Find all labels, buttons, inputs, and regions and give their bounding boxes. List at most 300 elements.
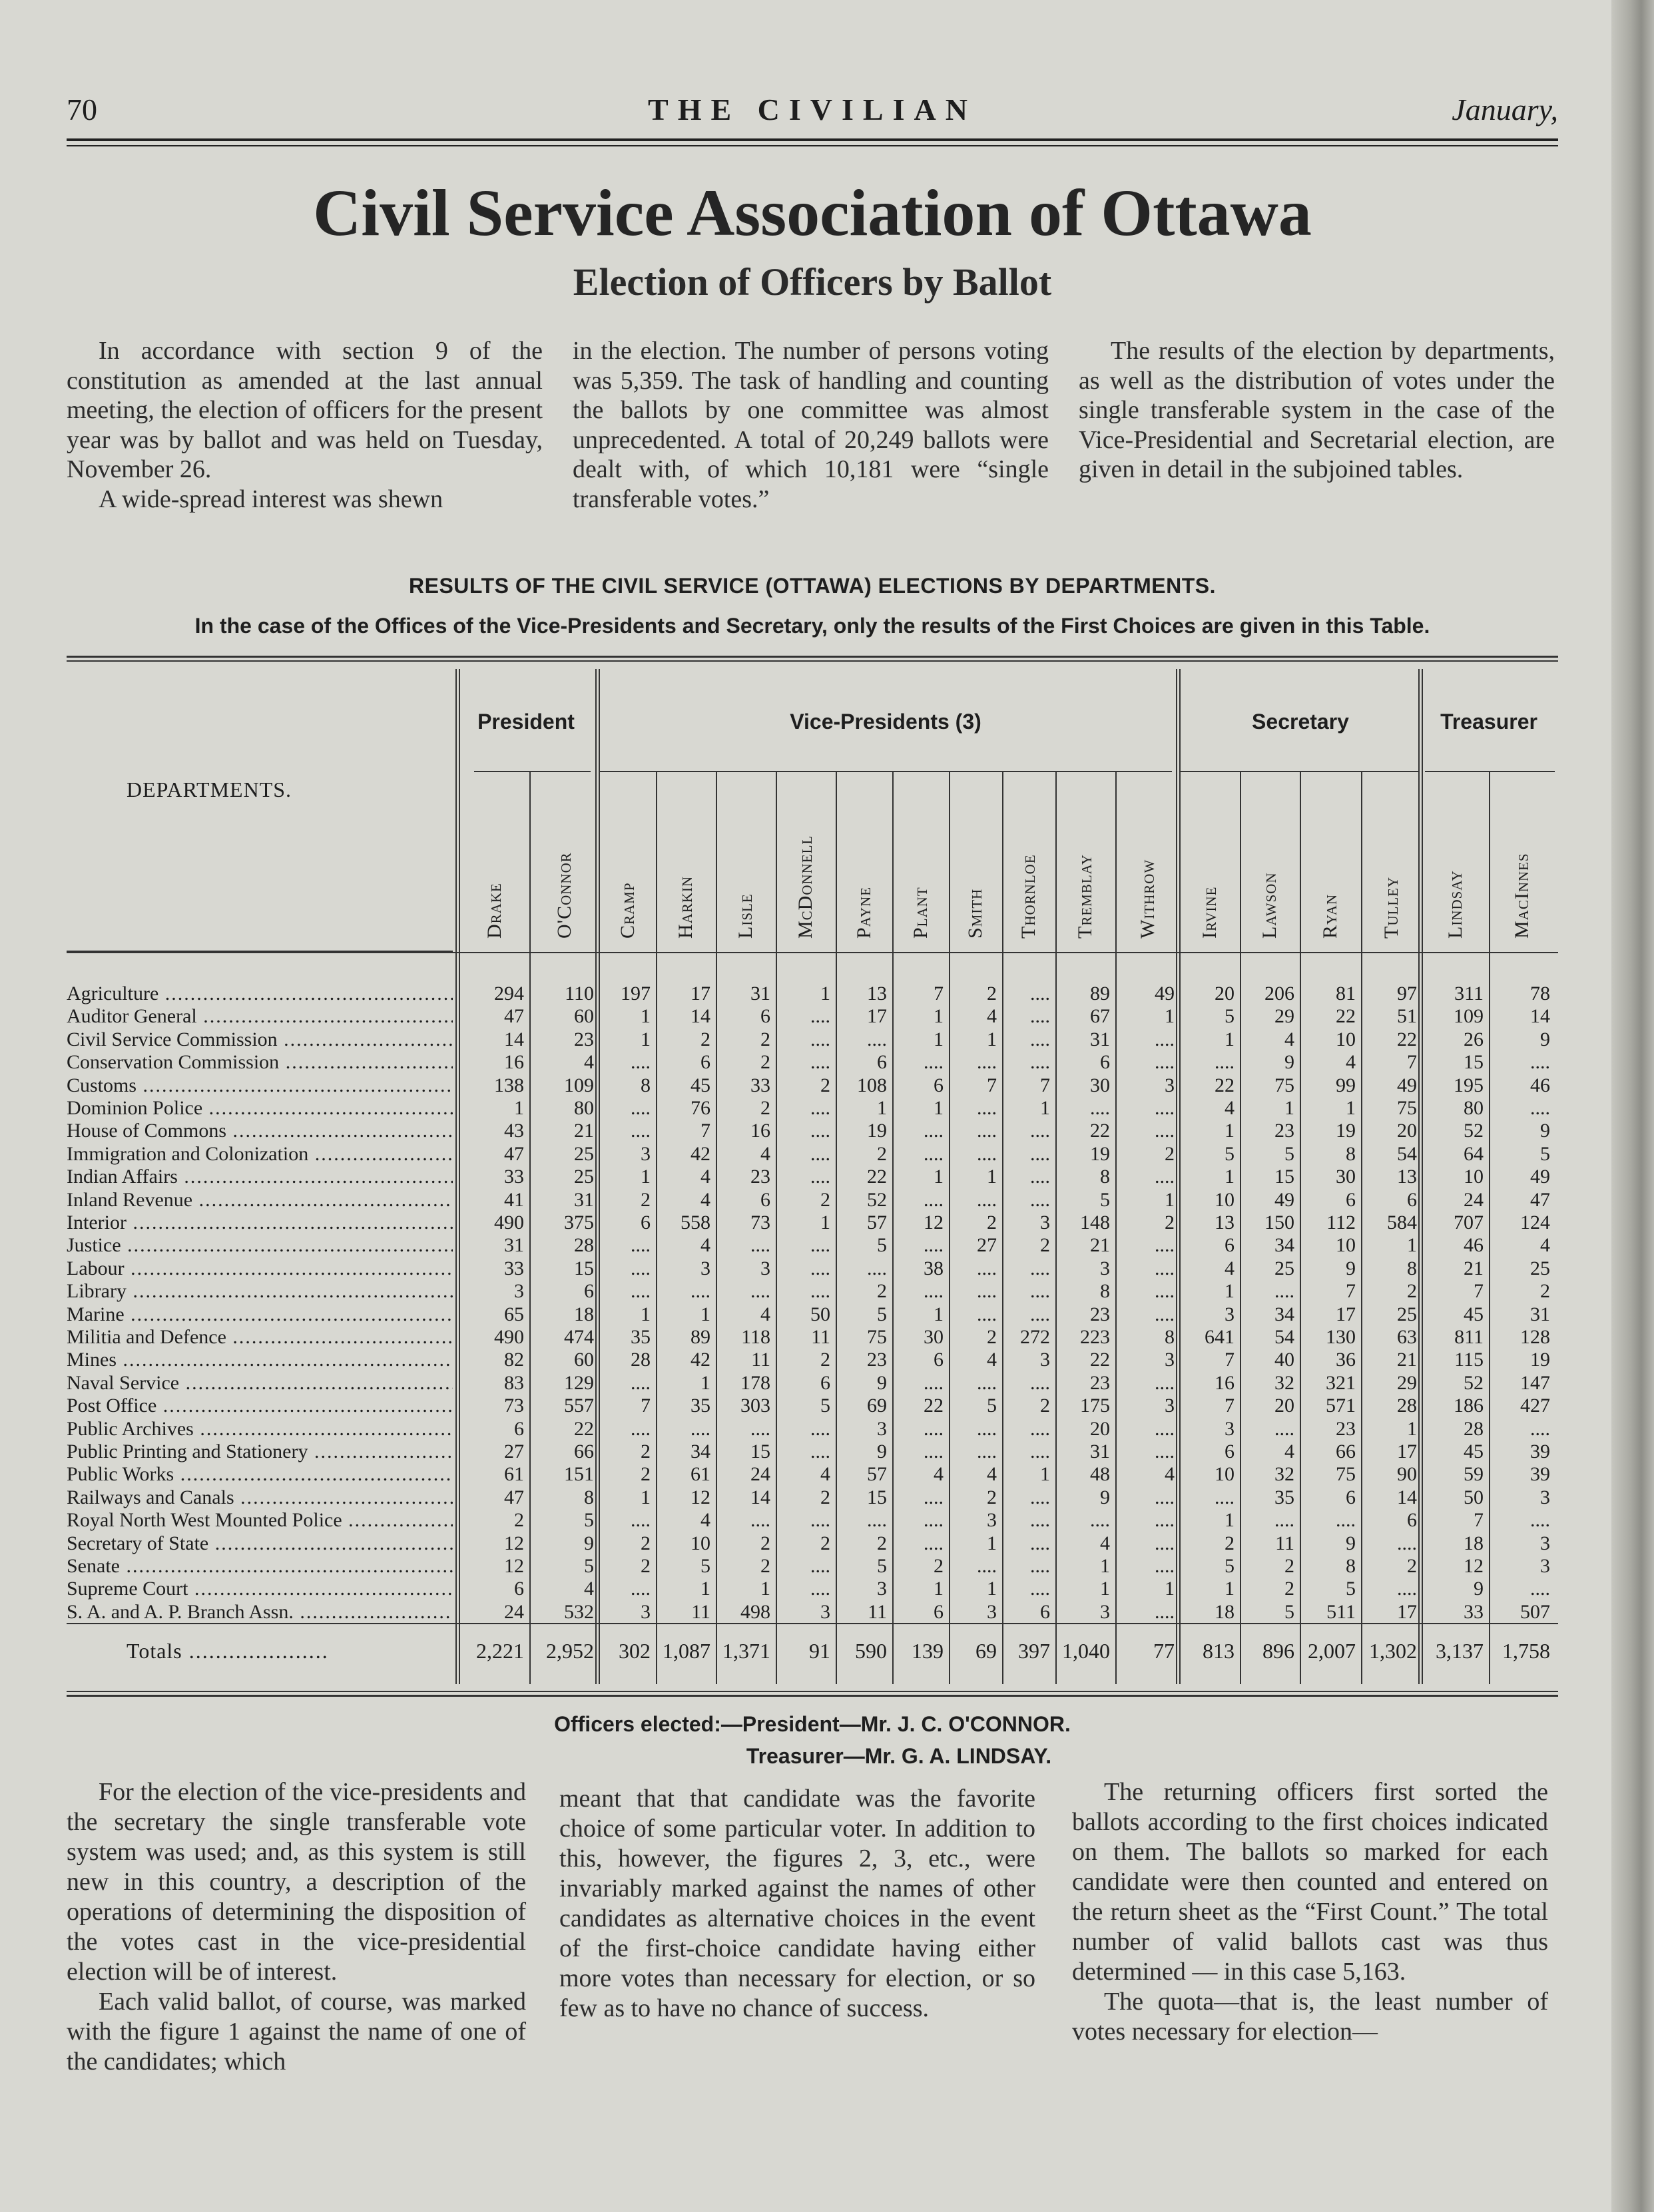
vote-cell: ....	[1336, 1509, 1356, 1532]
candidate-name: Smith	[964, 888, 986, 939]
vote-cell: 33	[750, 1074, 770, 1096]
vote-cell: 6	[1225, 1440, 1235, 1462]
total-cell: 139	[912, 1639, 944, 1663]
vote-cell: 4	[987, 1463, 997, 1486]
vote-cell: 28	[1464, 1417, 1484, 1440]
vote-cell: 6	[514, 1578, 524, 1600]
vote-cell: 15	[750, 1440, 770, 1462]
vote-cell: 4	[1225, 1257, 1235, 1279]
vote-cell: 35	[1274, 1486, 1294, 1508]
vote-cell: 14	[750, 1486, 770, 1508]
vote-cell: 5	[1284, 1142, 1294, 1165]
body-paragraph: The returning officers first sorted the ballots according to the first choices indicated on them. The ballots so marked for each candidate were then counted and entered on the return sheet as the “First Count.” The total number of valid ballots cast was thus determined — in this case 5,163.	[1072, 1778, 1548, 1986]
article-subtitle: Election of Officers by Ballot	[573, 260, 1052, 304]
vote-cell: 1	[700, 1371, 710, 1394]
vote-cell: 558	[681, 1212, 710, 1233]
vote-cell: 47	[504, 1142, 524, 1165]
vote-cell: 2	[820, 1074, 830, 1096]
vote-cell: 23	[1274, 1120, 1294, 1142]
vote-cell: 4	[700, 1234, 710, 1257]
vote-cell: 5	[1225, 1142, 1235, 1165]
vote-cell: ....	[867, 1509, 887, 1532]
vote-cell: 6	[1407, 1188, 1417, 1211]
vote-cell: 10	[690, 1532, 710, 1554]
vote-cell: 23	[1090, 1303, 1110, 1325]
candidate-header	[1072, 739, 1099, 939]
candidate-header	[1015, 739, 1042, 939]
table-top-rule	[67, 660, 1558, 662]
vote-cell: 2	[514, 1509, 524, 1532]
vote-cell: 1	[1100, 1555, 1110, 1577]
vote-cell: 3	[1100, 1257, 1110, 1279]
vote-cell: 1	[641, 1005, 651, 1028]
vote-cell: ....	[1274, 1280, 1294, 1303]
vote-cell: ....	[924, 1509, 944, 1532]
vote-cell: 2	[987, 1486, 997, 1508]
vote-cell: 12	[924, 1212, 944, 1233]
department-name: Naval Service .....	[67, 1372, 453, 1395]
vote-cell: 7	[1346, 1280, 1356, 1303]
vote-cell: 4	[1100, 1532, 1110, 1554]
vote-cell: 1	[1407, 1234, 1417, 1257]
candidate-name: MacInnes	[1511, 853, 1533, 939]
vote-cell: ....	[1030, 1142, 1050, 1165]
vote-cell: 10	[1336, 1234, 1356, 1257]
vote-cell: 124	[1520, 1212, 1550, 1233]
vote-cell: ....	[924, 1440, 944, 1462]
vote-cell: 13	[1397, 1166, 1417, 1188]
vote-cell: 31	[1090, 1028, 1110, 1050]
body-paragraph: Each valid ballot, of course, was marked with the figure 1 against the name of one of the candidates; which	[67, 1988, 526, 2076]
vote-cell: 9	[1100, 1486, 1110, 1508]
vote-cell: ....	[1155, 1555, 1175, 1577]
vote-cell: 29	[1274, 1005, 1294, 1028]
vote-cell: 67	[1090, 1005, 1110, 1028]
department-name: Public Archives .....	[67, 1418, 453, 1440]
candidate-name: Payne	[852, 886, 875, 939]
vote-cell: 2	[820, 1188, 830, 1211]
vote-cell: 10	[1336, 1028, 1356, 1050]
vote-cell: 7	[1225, 1349, 1235, 1371]
vote-cell: 175	[1080, 1395, 1110, 1417]
vote-cell: 1	[641, 1303, 651, 1325]
candidate-header	[1317, 739, 1344, 939]
vote-cell: 24	[750, 1463, 770, 1486]
vote-cell: 60	[574, 1349, 594, 1371]
vote-cell: ....	[977, 1051, 997, 1074]
vote-cell: 2	[1040, 1234, 1050, 1257]
vote-cell: 4	[700, 1166, 710, 1188]
vote-cell: 6	[1346, 1188, 1356, 1211]
column-divider	[1176, 669, 1177, 1684]
vote-cell: 36	[1336, 1349, 1356, 1371]
candidate-header	[792, 739, 819, 939]
vote-cell: 34	[1274, 1303, 1294, 1325]
vote-cell: 7	[1474, 1280, 1484, 1303]
vote-cell: ....	[750, 1417, 770, 1440]
vote-cell: 7	[641, 1395, 651, 1417]
vote-cell: 1	[700, 1578, 710, 1600]
vote-cell: 3	[514, 1280, 524, 1303]
vote-cell: 8	[1165, 1326, 1175, 1348]
vote-cell: 54	[1397, 1142, 1417, 1165]
vote-cell: 49	[1274, 1188, 1294, 1211]
vote-cell: 19	[1090, 1142, 1110, 1165]
vote-cell: ....	[1155, 1028, 1175, 1050]
table-heading: RESULTS OF THE CIVIL SERVICE (OTTAWA) ELECTIONS BY DEPARTMENTS.	[408, 574, 1217, 598]
vote-cell: 3	[1165, 1395, 1175, 1417]
vote-cell: 6	[1407, 1509, 1417, 1532]
vote-cell: ....	[977, 1555, 997, 1577]
vote-cell: 206	[1264, 983, 1294, 1004]
vote-cell: ....	[1030, 1509, 1050, 1532]
vote-cell: 42	[690, 1142, 710, 1165]
department-name: Inland Revenue .....	[67, 1189, 453, 1212]
vote-cell: 25	[1530, 1257, 1550, 1279]
vote-cell: 303	[740, 1395, 770, 1417]
candidate-header	[673, 739, 699, 939]
vote-cell: 375	[564, 1212, 594, 1233]
vote-cell: 4	[760, 1142, 770, 1165]
vote-cell: 311	[1454, 983, 1484, 1004]
vote-cell: 66	[1336, 1440, 1356, 1462]
vote-cell: 31	[1530, 1303, 1550, 1325]
vote-cell: 1	[987, 1166, 997, 1188]
vote-cell: 3	[1165, 1349, 1175, 1371]
vote-cell: 1	[760, 1578, 770, 1600]
vote-cell: 1	[1225, 1166, 1235, 1188]
candidate-name: Harkin	[675, 875, 696, 939]
vote-cell: 1	[1407, 1417, 1417, 1440]
vote-cell: ....	[810, 1257, 830, 1279]
vote-cell: ....	[1155, 1371, 1175, 1394]
vote-cell: 17	[1336, 1303, 1356, 1325]
vote-cell: 1	[514, 1097, 524, 1119]
vote-cell: 641	[1205, 1326, 1235, 1348]
vote-cell: 532	[564, 1600, 594, 1623]
department-name: Conservation Commission .....	[67, 1051, 453, 1074]
vote-cell: 14	[1397, 1486, 1417, 1508]
vote-cell: 2	[760, 1532, 770, 1554]
vote-cell: 90	[1397, 1463, 1417, 1486]
vote-cell: 12	[1464, 1555, 1484, 1577]
vote-cell: 21	[1397, 1349, 1417, 1371]
vote-cell: 19	[867, 1120, 887, 1142]
vote-cell: 61	[504, 1463, 524, 1486]
vote-cell: 151	[564, 1463, 594, 1486]
vote-cell: 6	[514, 1417, 524, 1440]
vote-cell: 148	[1080, 1212, 1110, 1233]
department-name: Dominion Police .....	[67, 1097, 453, 1120]
vote-cell: ....	[977, 1188, 997, 1211]
issue-month: January,	[1452, 93, 1558, 126]
vote-cell: 97	[1397, 983, 1417, 1004]
vote-cell: ....	[750, 1280, 770, 1303]
candidate-header	[1197, 739, 1223, 939]
vote-cell: 38	[924, 1257, 944, 1279]
vote-cell: ....	[1530, 1509, 1550, 1532]
vote-cell: 3	[1100, 1600, 1110, 1623]
vote-cell: 5	[584, 1509, 594, 1532]
vote-cell: 22	[1215, 1074, 1235, 1096]
vote-cell: 40	[1274, 1349, 1294, 1371]
department-name: S. A. and A. P. Branch Assn. .....	[67, 1601, 453, 1624]
candidate-header	[908, 739, 934, 939]
vote-cell: 2	[934, 1555, 944, 1577]
department-name: Civil Service Commission .....	[67, 1028, 453, 1051]
vote-cell: 10	[1464, 1166, 1484, 1188]
vote-cell: 8	[1346, 1555, 1356, 1577]
vote-cell: 5	[584, 1555, 594, 1577]
vote-cell: 11	[868, 1600, 887, 1623]
group-underline	[474, 771, 591, 772]
vote-cell: 1	[987, 1578, 997, 1600]
vote-cell: 9	[1346, 1532, 1356, 1554]
vote-cell: 4	[584, 1578, 594, 1600]
vote-cell: 23	[867, 1349, 887, 1371]
vote-cell: 17	[1397, 1440, 1417, 1462]
vote-cell: ....	[810, 1097, 830, 1119]
vote-cell: ....	[977, 1120, 997, 1142]
column-divider	[1418, 669, 1420, 1684]
department-name: Secretary of State .....	[67, 1532, 453, 1555]
vote-cell: ....	[977, 1257, 997, 1279]
vote-cell: 5	[877, 1234, 887, 1257]
vote-cell: 20	[1090, 1417, 1110, 1440]
intro-column-3	[1079, 336, 1555, 485]
vote-cell: 50	[810, 1303, 830, 1325]
vote-cell: 2	[760, 1555, 770, 1577]
vote-cell: 66	[574, 1440, 594, 1462]
vote-cell: 61	[690, 1463, 710, 1486]
vote-cell: 3	[1225, 1417, 1235, 1440]
vote-cell: ....	[1397, 1532, 1417, 1554]
vote-cell: 6	[1040, 1600, 1050, 1623]
vote-cell: 7	[1040, 1074, 1050, 1096]
vote-cell: 110	[565, 983, 594, 1004]
intro-paragraph: A wide-spread interest was shewn	[99, 485, 443, 513]
department-name: Royal North West Mounted Police .....	[67, 1509, 453, 1532]
vote-cell: 21	[574, 1120, 594, 1142]
vote-cell: 4	[1165, 1463, 1175, 1486]
vote-cell: 39	[1530, 1463, 1550, 1486]
vote-cell: 6	[934, 1074, 944, 1096]
vote-cell: ....	[977, 1097, 997, 1119]
total-cell: 397	[1018, 1639, 1050, 1663]
vote-cell: ....	[1215, 1486, 1235, 1508]
vote-cell: 89	[1090, 983, 1110, 1004]
vote-cell: ....	[1030, 1005, 1050, 1028]
vote-cell: 27	[504, 1440, 524, 1462]
vote-cell: 321	[1326, 1371, 1356, 1394]
vote-cell: 474	[564, 1326, 594, 1348]
column-divider	[1489, 772, 1490, 1684]
vote-cell: 80	[574, 1097, 594, 1119]
vote-cell: ....	[1530, 1417, 1550, 1440]
vote-cell: 30	[924, 1326, 944, 1348]
vote-cell: 8	[1346, 1142, 1356, 1165]
vote-cell: 1	[1040, 1097, 1050, 1119]
vote-cell: 16	[750, 1120, 770, 1142]
vote-cell: ....	[1030, 983, 1050, 1004]
vote-cell: 30	[1090, 1074, 1110, 1096]
vote-cell: 2	[1284, 1578, 1294, 1600]
vote-cell: 47	[1530, 1188, 1550, 1211]
vote-cell: 1	[1165, 1578, 1175, 1600]
total-cell: 1,040	[1062, 1639, 1110, 1663]
vote-cell: ....	[977, 1417, 997, 1440]
vote-cell: 19	[1336, 1120, 1356, 1142]
vote-cell: 49	[1155, 983, 1175, 1004]
vote-cell: 1	[934, 1097, 944, 1119]
vote-cell: ....	[1030, 1120, 1050, 1142]
vote-cell: 18	[574, 1303, 594, 1325]
vote-cell: 1	[934, 1005, 944, 1028]
vote-cell: 48	[1090, 1463, 1110, 1486]
vote-cell: ....	[1090, 1097, 1110, 1119]
vote-cell: 15	[574, 1257, 594, 1279]
vote-cell: ....	[1530, 1097, 1550, 1119]
vote-cell: 1	[820, 1212, 830, 1233]
vote-cell: 35	[631, 1326, 651, 1348]
vote-cell: ....	[690, 1280, 710, 1303]
vote-cell: 28	[1397, 1395, 1417, 1417]
column-divider	[1422, 669, 1423, 1684]
vote-cell: ....	[924, 1371, 944, 1394]
vote-cell: ....	[631, 1097, 651, 1119]
vote-cell: 5	[987, 1395, 997, 1417]
vote-cell: 4	[760, 1303, 770, 1325]
vote-cell: ....	[631, 1051, 651, 1074]
vote-cell: 11	[1275, 1532, 1294, 1554]
vote-cell: 4	[1284, 1028, 1294, 1050]
vote-cell: 45	[1464, 1440, 1484, 1462]
vote-cell: 6	[934, 1600, 944, 1623]
vote-cell: 2	[641, 1532, 651, 1554]
vote-cell: ....	[1155, 1509, 1175, 1532]
vote-cell: ....	[631, 1120, 651, 1142]
department-name: Supreme Court .....	[67, 1578, 453, 1600]
group-secretary: Secretary	[1252, 710, 1349, 734]
vote-cell: 2	[1040, 1395, 1050, 1417]
vote-cell: 78	[1530, 983, 1550, 1004]
vote-cell: 22	[1397, 1028, 1417, 1050]
vote-cell: 31	[504, 1234, 524, 1257]
vote-cell: 15	[1274, 1166, 1294, 1188]
vote-cell: ....	[1030, 1555, 1050, 1577]
vote-cell: ....	[977, 1303, 997, 1325]
group-treasurer: Treasurer	[1440, 710, 1537, 734]
vote-cell: ....	[810, 1234, 830, 1257]
total-cell: 590	[855, 1639, 887, 1663]
vote-cell: 5	[1540, 1142, 1550, 1165]
vote-cell: 1	[934, 1578, 944, 1600]
total-cell: 69	[975, 1639, 997, 1663]
vote-cell: 2	[641, 1555, 651, 1577]
vote-cell: 2	[1407, 1555, 1417, 1577]
vote-cell: 75	[1397, 1097, 1417, 1119]
vote-cell: 64	[1464, 1142, 1484, 1165]
vote-cell: 4	[987, 1349, 997, 1371]
candidate-name: Thornloe	[1017, 854, 1039, 939]
vote-cell: 25	[1274, 1257, 1294, 1279]
column-divider	[1240, 772, 1241, 1684]
vote-cell: 25	[574, 1142, 594, 1165]
candidate-header	[551, 739, 578, 939]
vote-cell: 21	[1090, 1234, 1110, 1257]
vote-cell: 2	[760, 1028, 770, 1050]
vote-cell: 1	[934, 1303, 944, 1325]
vote-cell: 7	[987, 1074, 997, 1096]
body-paragraph: For the election of the vice-presidents and the secretary the single transferable vote system was used; and, as this system is still new in this country, a description of the operations of determining the disposition of the votes cast in the vice-presidential election will be of interest.	[67, 1778, 526, 1986]
vote-cell: 9	[1474, 1578, 1484, 1600]
publication-title: THE CIVILIAN	[648, 93, 977, 126]
candidate-header	[1135, 739, 1161, 939]
vote-cell: 427	[1520, 1395, 1550, 1417]
column-divider	[949, 772, 950, 1684]
vote-cell: 557	[564, 1395, 594, 1417]
vote-cell: 9	[584, 1532, 594, 1554]
candidate-name: Cramp	[616, 882, 639, 939]
department-name: Agriculture .....	[67, 983, 453, 1005]
total-cell: 3,137	[1436, 1639, 1484, 1663]
vote-cell: 80	[1464, 1097, 1484, 1119]
vote-cell: 63	[1397, 1326, 1417, 1348]
vote-cell: 5	[820, 1395, 830, 1417]
vote-cell: ....	[924, 1417, 944, 1440]
vote-cell: 1	[820, 983, 830, 1004]
vote-cell: 2	[1225, 1532, 1235, 1554]
vote-cell: ....	[631, 1509, 651, 1532]
vote-cell: 1	[700, 1303, 710, 1325]
vote-cell: 33	[1464, 1600, 1484, 1623]
column-divider	[1002, 772, 1003, 1684]
vote-cell: 35	[690, 1395, 710, 1417]
vote-cell: 4	[987, 1005, 997, 1028]
candidate-header	[732, 739, 759, 939]
vote-cell: ....	[924, 1188, 944, 1211]
vote-cell: 1	[641, 1028, 651, 1050]
vote-cell: ....	[1155, 1051, 1175, 1074]
vote-cell: 20	[1397, 1120, 1417, 1142]
vote-cell: 2	[760, 1051, 770, 1074]
vote-cell: 5	[1225, 1005, 1235, 1028]
department-name: Senate .....	[67, 1555, 453, 1578]
department-name: Marine .....	[67, 1303, 453, 1326]
vote-cell: 46	[1530, 1074, 1550, 1096]
vote-cell: 3	[1540, 1532, 1550, 1554]
header-bottom-rule	[67, 952, 1558, 953]
vote-cell: 52	[1464, 1120, 1484, 1142]
candidate-name: Lawson	[1258, 872, 1280, 939]
vote-cell: 3	[700, 1257, 710, 1279]
vote-cell: ....	[977, 1142, 997, 1165]
vote-cell: ....	[1215, 1051, 1235, 1074]
vote-cell: ....	[1530, 1578, 1550, 1600]
department-name: House of Commons .....	[67, 1120, 453, 1142]
body-column-3	[1072, 1777, 1548, 2047]
candidate-name: Tremblay	[1074, 853, 1096, 939]
total-cell: 2,007	[1308, 1639, 1356, 1663]
vote-cell: 223	[1080, 1326, 1110, 1348]
vote-cell: 2	[987, 983, 997, 1004]
column-divider	[1300, 772, 1301, 1684]
vote-cell: 39	[1530, 1440, 1550, 1462]
vote-cell: 9	[877, 1440, 887, 1462]
vote-cell: ....	[810, 1120, 830, 1142]
candidate-name: McDonnell	[794, 835, 816, 939]
vote-cell: 3	[641, 1600, 651, 1623]
